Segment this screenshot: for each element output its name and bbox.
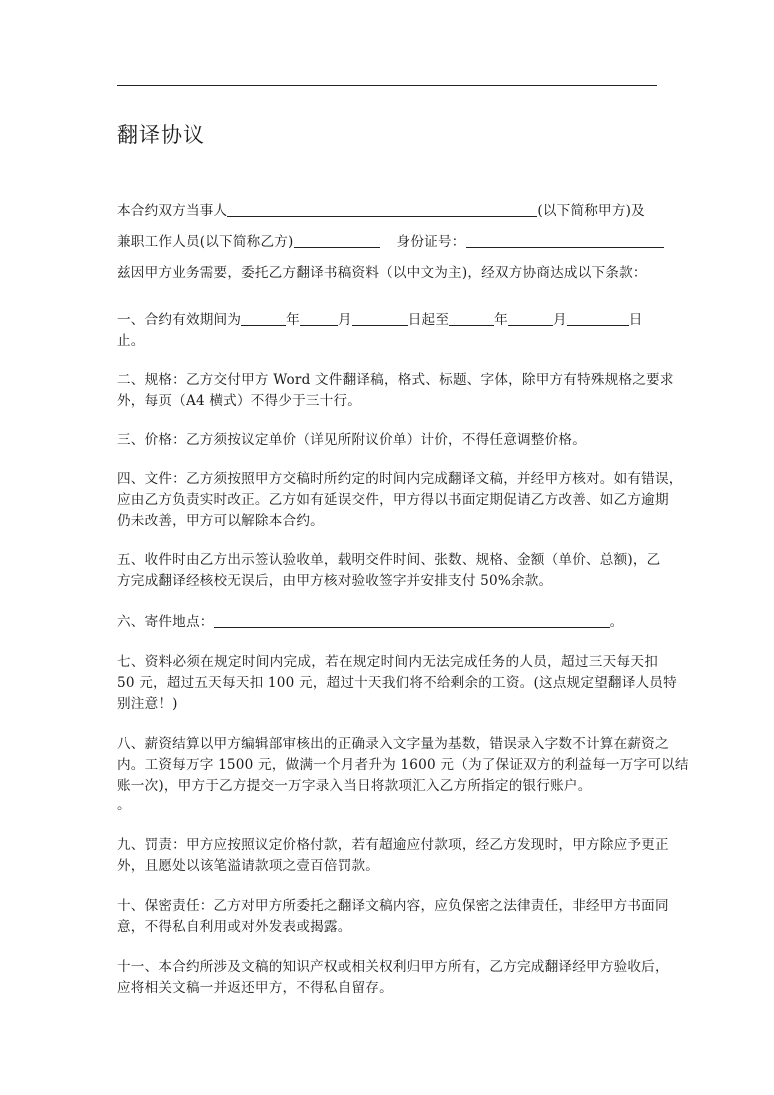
id-number-blank[interactable]	[466, 233, 664, 248]
clause-11-line-1: 十一、本合约所涉及文稿的知识产权或相关权利归甲方所有，乙方完成翻译经甲方验收后，	[117, 959, 669, 975]
clause-4-line-2: 应由乙方负责实时改正。乙方如有延误交件，甲方得以书面定期促请乙方改善、如乙方逾期	[117, 492, 669, 508]
clause-2-line-1: 二、规格：乙方交付甲方 Word 文件翻译稿，格式、标题、字体，除甲方有特殊规格之要求	[117, 372, 674, 388]
end-year-blank[interactable]	[449, 311, 494, 326]
clause-3-line-1: 三、价格：乙方须按议定单价（详见所附议价单）计价，不得任意调整价格。	[117, 432, 586, 448]
document-title: 翻译协议	[117, 123, 205, 147]
parties-line-1	[117, 201, 658, 221]
shipping-address-label: 六、寄件地点：	[117, 614, 214, 630]
clause-10-line-1: 十、保密责任：乙方对甲方所委托之翻译文稿内容，应负保密之法律责任，非经甲方书面同	[117, 898, 669, 914]
start-month-blank[interactable]	[300, 311, 338, 326]
clause-8-line-1: 八、薪资结算以甲方编辑部审核出的正确录入文字量为基数，错误录入字数不计算在薪资之	[117, 736, 669, 752]
end-day-blank[interactable]	[567, 311, 629, 326]
clause-4-line-3: 仍未改善，甲方可以解除本合约。	[117, 513, 324, 529]
end-month-blank[interactable]	[508, 311, 553, 326]
clause-2-line-2: 外，每页（A4 横式）不得少于三十行。	[117, 393, 362, 409]
clause-5-line-1: 五、收件时由乙方出示签认验收单，载明交件时间、张数、规格、金额（单价、总额)，乙	[117, 552, 661, 568]
start-day-blank[interactable]	[352, 311, 408, 326]
clause-5-line-2: 方完成翻译经核校无误后，由甲方核对验收签字并安排支付 50%余款。	[117, 573, 553, 589]
clause-9-line-2: 外，且愿处以该笔溢请款项之壹百倍罚款。	[117, 858, 380, 874]
party-b-blank[interactable]	[294, 233, 380, 248]
party-a-suffix: (以下简称甲方)及	[537, 203, 645, 219]
clause-10-line-2: 意，不得私自利用或对外发表或揭露。	[117, 919, 352, 935]
clause-1-line-2: 止。	[117, 333, 145, 349]
clause-7-line-2: 50 元，超过五天每天扣 100 元，超过十天我们将不给剩余的工资。(这点规定望翻译人员特	[117, 675, 677, 691]
clause-9-line-1: 九、罚责：甲方应按照议定价格付款，若有超逾应付款项，经乙方发现时，甲方除应予更正	[117, 837, 669, 853]
header-rule	[117, 85, 657, 86]
clause-1-line-1: 一、合约有效期间为 年 月 日起至 年 月 日	[117, 312, 643, 328]
clause-11-line-2: 应将相关文稿一并返还甲方，不得私自留存。	[117, 980, 393, 996]
parties-line-2	[117, 232, 658, 252]
id-number-label: 身份证号：	[396, 234, 466, 250]
party-a-label: 本合约双方当事人	[117, 203, 228, 219]
start-year-blank[interactable]	[241, 311, 286, 326]
clause-4-line-1: 四、文件：乙方须按照甲方交稿时所约定的时间内完成翻译文稿，并经甲方核对。如有错误，	[117, 471, 683, 487]
intro-line: 兹因甲方业务需要，委托乙方翻译书稿资料（以中文为主)，经双方协商达成以下条款：	[117, 265, 647, 281]
clause-7-line-1: 七、资料必须在规定时间内完成，若在规定时间内无法完成任务的人员，超过三天每天扣	[117, 654, 658, 670]
party-a-blank[interactable]	[227, 202, 537, 217]
party-b-label: 兼职工作人员(以下简称乙方)	[117, 234, 294, 250]
clause-6-line-1: 六、寄件地点： 。	[117, 614, 624, 630]
clause-8-line-3: 账一次)，甲方于乙方提交一万字录入当日将款项汇入乙方所指定的银行账户。	[117, 778, 592, 794]
clause-7-line-3: 别注意！)	[117, 696, 178, 712]
shipping-address-blank[interactable]	[214, 613, 610, 628]
clause-8-line-4: 。	[117, 797, 131, 813]
clause-8-line-2: 内。工资每万字 1500 元，做满一个月者升为 1600 元（为了保证双方的利益每一万字可以结	[117, 757, 689, 773]
